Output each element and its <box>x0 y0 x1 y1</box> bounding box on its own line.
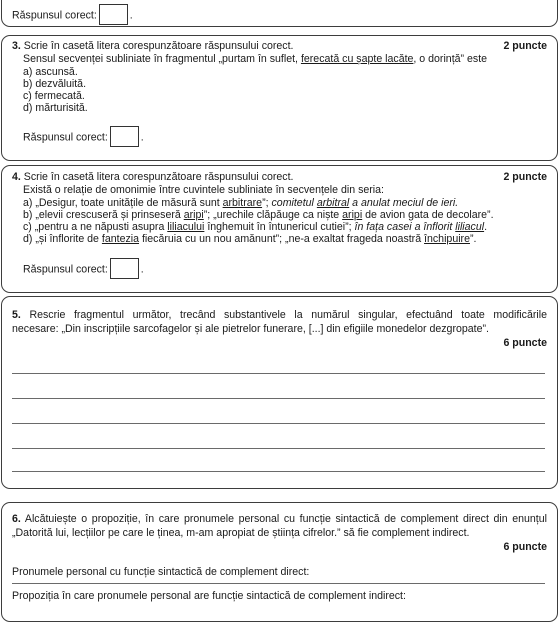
q4-d-part2: fiecăruia cu un nou amănunt”; „ne-a exaltat frageda noastră <box>139 233 425 245</box>
q3-number: 3. <box>12 40 21 52</box>
q2-answer-row <box>12 5 133 26</box>
q4-c-underlined2: liliacul <box>455 221 485 233</box>
q5-write-line-5[interactable] <box>12 471 545 472</box>
q4-d-part3: ”. <box>469 233 477 245</box>
q4-b-underlined1: aripi <box>183 209 204 221</box>
q4-answer-box[interactable] <box>110 258 139 279</box>
question-6-box <box>1 502 558 622</box>
q4-c-italic1: în fața casei a înflorit <box>354 221 456 233</box>
q5-write-line-3[interactable] <box>12 423 545 424</box>
q2-answer-box[interactable] <box>99 4 128 25</box>
q4-answer-end: . <box>140 263 144 276</box>
q6-text-line1: Alcătuiește o propoziție, în care pronumele personal cu funcție sintactică de complement direct din enunțul <box>24 513 547 525</box>
q6-field1-label: Pronumele personal cu funcție sintactică de complement direct: <box>12 566 310 578</box>
q4-prompt: Există o relație de omonimie între cuvintele subliniate în secvențele din seria: <box>23 184 384 196</box>
question-2-box <box>1 0 558 27</box>
q5-line2: necesare: „Din inscripțiile sarcofagelor și ale pietrelor funerare, [...] din efigiile monedelor dezgropate”. <box>12 323 489 335</box>
q6-points: 6 puncte <box>503 541 547 553</box>
q4-a-underlined2: arbitral <box>316 197 350 209</box>
q6-line2: „Datorită lui, lecțiilor pe care le țineа, m-am apropiat de știința cifrelor.” să fie complement indirect. <box>12 527 470 539</box>
q4-c-part3: . <box>484 221 488 233</box>
q4-c-part1: c) „pentru a ne năpusti asupra <box>23 221 168 233</box>
q3-text-underlined: ferecată cu șapte lacăte <box>300 53 414 65</box>
q6-field1-line[interactable] <box>12 583 545 584</box>
q5-write-line-4[interactable] <box>12 448 545 449</box>
q4-instruction-row <box>12 171 294 184</box>
q5-number: 5. <box>12 309 21 321</box>
q3-points: 2 puncte <box>503 40 547 52</box>
q3-instruction-row <box>12 40 294 53</box>
q4-a-part2: ”; <box>262 197 272 209</box>
q4-number: 4. <box>12 171 21 183</box>
q3-option-d: d) mărturisită. <box>23 102 88 114</box>
q4-d-underlined2: închipuire <box>424 233 470 245</box>
q4-b-part2: ”; „urechile clăpăuge ca niște <box>203 209 343 221</box>
q4-d-underlined1: fantezia <box>101 233 140 245</box>
q4-b-part1: b) „elevii crescuseră și prinseseră <box>23 209 184 221</box>
q3-option-b: b) dezvăluită. <box>23 78 87 90</box>
question-5-box <box>1 296 558 489</box>
q4-a-italic2: a anulat meciul de ieri. <box>349 197 459 209</box>
q3-text-before: Sensul secvenței subliniate în fragmentul „purtam în suflet, <box>23 53 301 65</box>
q6-line1 <box>12 513 547 526</box>
q4-instruction: Scrie în casetă litera corespunzătoare răspunsului corect. <box>23 171 294 183</box>
q3-option-c: c) fermecată. <box>23 90 85 102</box>
q4-a-italic1: comitetul <box>271 197 317 209</box>
q6-field2-label: Propoziția în care pronumele personal are funcție sintactică de complement indirect: <box>12 590 406 602</box>
q2-answer-label: Răspunsul corect: <box>12 9 97 22</box>
q4-a-underlined1: arbitrare <box>222 197 263 209</box>
q3-answer-label: Răspunsul corect: <box>23 131 108 144</box>
q4-c-part2: înghemuit în întunericul cutiei”; <box>204 221 355 233</box>
q2-answer-end: . <box>129 9 133 22</box>
q3-answer-box[interactable] <box>110 126 139 147</box>
q4-b-underlined2: aripi <box>342 209 363 221</box>
q4-answer-label: Răspunsul corect: <box>23 263 108 276</box>
q3-text-after: , o dorință” este <box>413 53 488 65</box>
q4-c-underlined1: liliacului <box>167 221 205 233</box>
q5-write-line-2[interactable] <box>12 398 545 399</box>
q4-points: 2 puncte <box>503 171 547 183</box>
q5-text-line1: Rescrie fragmentul următor, trecând substantivele la numărul singular, efectuând toate modificările <box>29 309 547 321</box>
q4-b-part3: de avion gata de decolare”. <box>362 209 494 221</box>
question-4-box <box>1 165 558 293</box>
q3-answer-row <box>23 127 144 148</box>
q3-statement <box>23 53 487 66</box>
q5-points: 6 puncte <box>503 337 547 349</box>
question-3-box <box>1 35 558 161</box>
q4-option-d <box>23 233 476 246</box>
q4-a-part1: a) „Desigur, toate unitățile de măsură sunt <box>23 197 223 209</box>
q3-answer-end: . <box>140 131 144 144</box>
q4-d-part1: d) „și înflorite de <box>23 233 102 245</box>
q5-write-line-1[interactable] <box>12 373 545 374</box>
q3-option-a: a) ascunsă. <box>23 66 78 78</box>
q4-answer-row <box>23 259 144 280</box>
q3-instruction: Scrie în casetă litera corespunzătoare răspunsului corect. <box>23 40 294 52</box>
q6-number: 6. <box>12 513 21 525</box>
q5-line1 <box>12 309 547 322</box>
